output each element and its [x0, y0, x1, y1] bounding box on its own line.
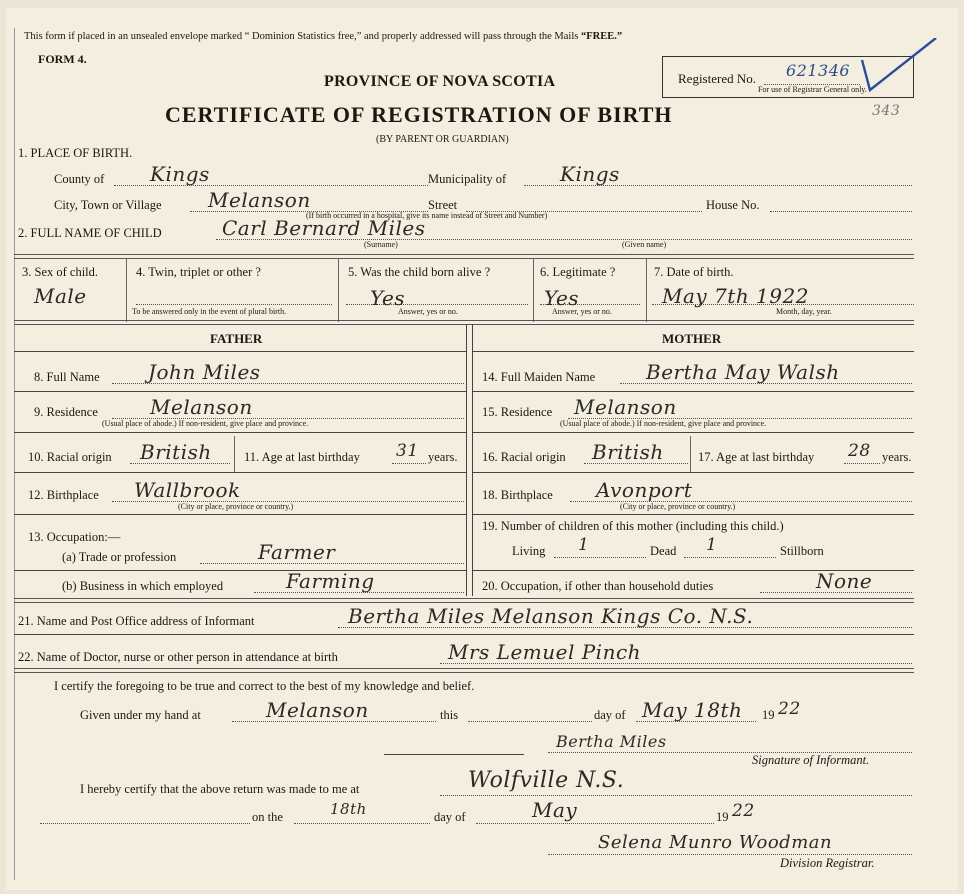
father-residence-note: (Usual place of abode.) If non-resident, give place and province.	[102, 419, 309, 428]
father-birthplace-value: Wallbrook	[134, 478, 241, 502]
this-label: this	[440, 708, 459, 722]
father-age-label: 11. Age at last birthday	[244, 450, 360, 464]
certificate-title: CERTIFICATE OF REGISTRATION OF BIRTH	[165, 102, 673, 127]
alive-note: Answer, yes or no.	[398, 307, 458, 316]
dead-value: 1	[706, 535, 718, 555]
children-count-label: 19. Number of children of this mother (including this child.)	[482, 519, 784, 533]
municipality-label: Municipality of	[428, 172, 507, 186]
mother-racial-value: British	[592, 440, 664, 464]
alive-value: Yes	[370, 286, 406, 310]
legitimate-label: 6. Legitimate ?	[540, 265, 616, 279]
margin-number: 343	[872, 103, 901, 119]
given-at-label: Given under my hand at	[80, 708, 201, 722]
legitimate-value: Yes	[544, 286, 580, 310]
mother-birthplace-label: 18. Birthplace	[482, 488, 553, 502]
county-value: Kings	[150, 162, 210, 186]
year-value: 22	[778, 699, 801, 719]
registrar-label: Division Registrar.	[780, 856, 875, 870]
certificate-subtitle: (BY PARENT OR GUARDIAN)	[376, 134, 509, 145]
legitimate-note: Answer, yes or no.	[552, 307, 612, 316]
county-label: County of	[54, 172, 105, 186]
province-title: PROVINCE OF NOVA SCOTIA	[324, 73, 556, 90]
father-age-years: years.	[428, 450, 458, 464]
occupation-label: 13. Occupation:—	[28, 530, 121, 544]
given-at-value: Melanson	[266, 698, 369, 722]
business-value: Farming	[286, 569, 375, 593]
given-name-note: (Given name)	[622, 240, 667, 249]
child-name-label: 2. FULL NAME OF CHILD	[18, 226, 162, 240]
on-the-value: 18th	[330, 800, 367, 818]
trade-label: (a) Trade or profession	[62, 550, 177, 564]
city-label: City, Town or Village	[54, 198, 162, 212]
registrar-signature: Selena Munro Woodman	[598, 832, 833, 853]
mother-age-label: 17. Age at last birthday	[698, 450, 815, 464]
mother-residence-note: (Usual place of abode.) If non-resident, give place and province.	[560, 419, 767, 428]
sex-label: 3. Sex of child.	[22, 265, 99, 279]
dob-label: 7. Date of birth.	[654, 265, 734, 279]
place-of-birth-heading: 1. PLACE OF BIRTH.	[18, 146, 133, 160]
year-prefix: 19	[762, 708, 775, 722]
mother-age-years: years.	[882, 450, 912, 464]
sex-value: Male	[34, 284, 87, 308]
dead-label: Dead	[650, 544, 677, 558]
father-name-value: John Miles	[148, 360, 261, 384]
mother-heading: MOTHER	[662, 331, 722, 346]
street-label: Street	[428, 198, 458, 212]
father-residence-label: 9. Residence	[34, 405, 98, 419]
father-racial-value: British	[140, 440, 212, 464]
informant-value: Bertha Miles Melanson Kings Co. N.S.	[348, 604, 754, 628]
surname-note: (Surname)	[364, 240, 398, 249]
day-of2-label: day of	[434, 810, 466, 824]
twin-label: 4. Twin, triplet or other ?	[136, 265, 261, 279]
mother-age-value: 28	[848, 441, 871, 461]
mother-racial-label: 16. Racial origin	[482, 450, 566, 464]
father-name-label: 8. Full Name	[34, 370, 100, 384]
mother-birthplace-value: Avonport	[596, 478, 693, 502]
check-mark-icon	[858, 38, 938, 98]
signature-label: Signature of Informant.	[752, 753, 870, 767]
living-label: Living	[512, 544, 546, 558]
informant-label: 21. Name and Post Office address of Informant	[18, 614, 255, 628]
year2-value: 22	[732, 801, 755, 821]
stillborn-label: Stillborn	[780, 544, 824, 558]
mother-occupation-label: 20. Occupation, if other than household duties	[482, 579, 714, 593]
informant-signature: Bertha Miles	[556, 732, 667, 751]
registered-label: Registered No.	[678, 71, 756, 86]
day-of2-value: May	[532, 798, 578, 822]
father-racial-label: 10. Racial origin	[28, 450, 112, 464]
mother-birthplace-note: (City or place, province or country.)	[620, 502, 736, 511]
child-name-value: Carl Bernard Miles	[222, 216, 426, 240]
father-birthplace-note: (City or place, province or country.)	[178, 502, 294, 511]
twin-note: To be answered only in the event of plural birth.	[132, 307, 287, 316]
registered-number: 621346	[786, 61, 851, 80]
on-the-label: on the	[252, 810, 283, 824]
business-label: (b) Business in which employed	[62, 579, 224, 593]
dob-value: May 7th 1922	[662, 284, 809, 308]
father-heading: FATHER	[210, 331, 263, 346]
return-label: I hereby certify that the above return was made to me at	[80, 782, 360, 796]
mother-residence-label: 15. Residence	[482, 405, 553, 419]
day-of-label: day of	[594, 708, 626, 722]
certify-statement: I certify the foregoing to be true and correct to the best of my knowledge and belief.	[54, 679, 475, 693]
return-at-value: Wolfville N.S.	[468, 768, 625, 793]
day-of-value: May 18th	[642, 698, 743, 722]
municipality-value: Kings	[560, 162, 620, 186]
father-residence-value: Melanson	[150, 395, 253, 419]
form-number: FORM 4.	[38, 52, 87, 66]
dob-note: Month, day, year.	[776, 307, 832, 316]
house-number-label: House No.	[706, 198, 760, 212]
mother-name-label: 14. Full Maiden Name	[482, 370, 596, 384]
doctor-value: Mrs Lemuel Pinch	[448, 640, 642, 664]
living-value: 1	[578, 535, 590, 555]
year2-prefix: 19	[716, 810, 729, 824]
father-birthplace-label: 12. Birthplace	[28, 488, 99, 502]
trade-value: Farmer	[258, 540, 336, 564]
mother-occupation-value: None	[816, 569, 873, 593]
hospital-note: (If birth occurred in a hospital, give its name instead of Street and Number)	[306, 211, 548, 220]
registrar-use-note: For use of Registrar General only.	[758, 85, 867, 94]
mother-name-value: Bertha May Walsh	[646, 360, 840, 384]
mail-notice: This form if placed in an unsealed envelope marked “ Dominion Statistics free,” and properly addressed will pass through the Mails “FREE.”	[24, 31, 623, 42]
alive-label: 5. Was the child born alive ?	[348, 265, 491, 279]
mother-residence-value: Melanson	[574, 395, 677, 419]
doctor-label: 22. Name of Doctor, nurse or other person in attendance at birth	[18, 650, 338, 664]
father-age-value: 31	[396, 441, 419, 461]
city-value: Melanson	[208, 188, 311, 212]
